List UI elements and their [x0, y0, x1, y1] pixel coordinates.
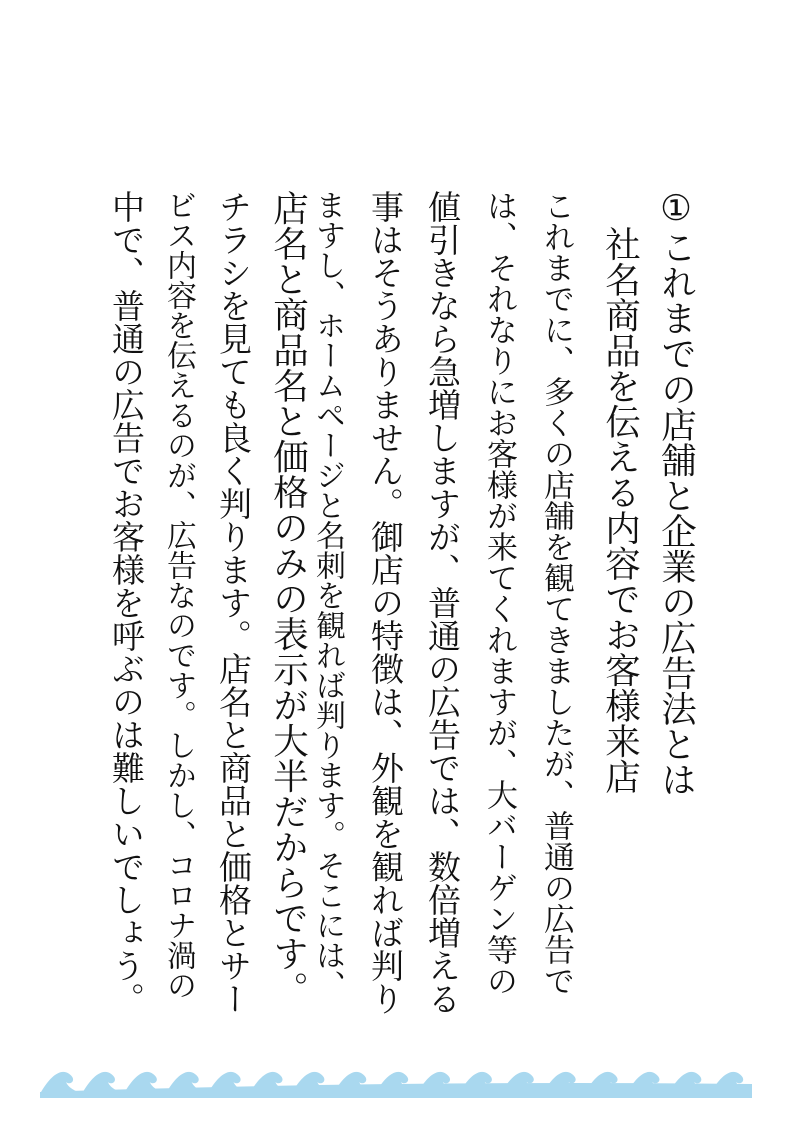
title-line-2: 社名商品を伝える内容でお客様来店: [599, 226, 641, 794]
body-line-2: は、それなりにお客様が来てくれますが、大バーゲン等の: [481, 190, 517, 996]
body-line-1: これまでに、多くの店舗を観てきましたが、普通の広告で: [538, 190, 574, 996]
body-line-6: 店名と商品名と価格のみの表示が大半だからです。: [267, 190, 309, 1007]
wave-decoration: [40, 1040, 752, 1100]
body-line-7: チラシを見ても良く判ります。店名と商品と価格とサー: [214, 190, 253, 1015]
wave-group: [40, 1072, 752, 1098]
body-line-5: ますし、ホームページと名刺を観れば判ります。そこには、: [310, 190, 345, 1000]
title-line-1: ①これまでの店舗と企業の広告法とは: [655, 188, 697, 797]
body-line-8: ビス内容を伝えるのが、広告なのです。しかし、コロナ渦の: [161, 190, 196, 1000]
body-line-3: 値引きなら急増しますが、普通の広告では、数倍増える: [423, 190, 462, 1015]
wave-crest: [40, 1072, 82, 1094]
body-line-4: 事はそうありません。御店の特徴は、外観を観れば判り: [366, 190, 405, 1015]
body-line-9: 中で、普通の広告でお客様を呼ぶのは難しいでしょう。: [107, 190, 146, 1015]
